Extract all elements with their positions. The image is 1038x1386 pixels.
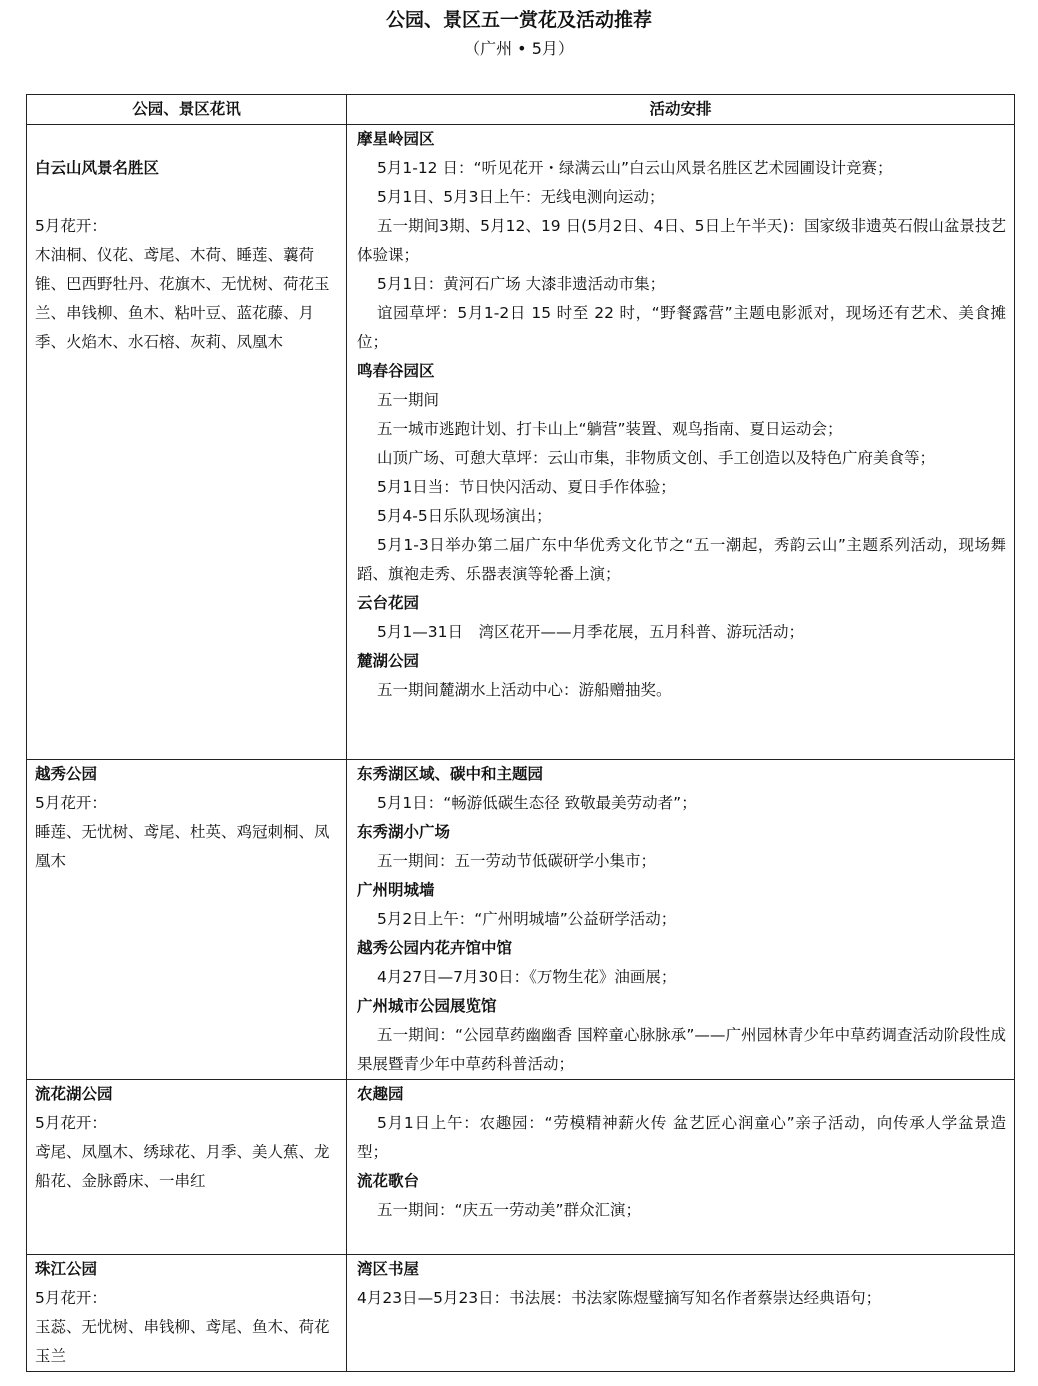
park-name: 白云山风景名胜区: [35, 159, 160, 177]
activity-item: 5月1日当：节日快闪活动、夏日手作体验；: [377, 478, 676, 496]
venue-name: 流花歌台: [357, 1172, 420, 1190]
column-header-flowers: 公园、景区花讯: [27, 95, 347, 125]
activity-table: [26, 94, 1015, 1372]
flower-cell: [27, 1255, 347, 1372]
flower-cell: [27, 760, 347, 1080]
activity-item: 4月23日—5月23日：书法展：书法家陈煜璧摘写知名作者蔡崇达经典语句；: [357, 1289, 882, 1307]
activity-item: 五一期间麓湖水上活动中心：游船赠抽奖。: [377, 681, 672, 699]
activity-item: 5月1日：“畅游低碳生态径 致敬最美劳动者”；: [377, 794, 697, 812]
flower-list: 木油桐、仪花、鸢尾、木荷、睡莲、蘘荷锥、巴西野牡丹、花旗木、无忧树、荷花玉兰、串钱柳、鱼木、粘叶豆、蓝花藤、月季、火焰木、水石榕、灰莉、凤凰木: [35, 246, 330, 351]
page-subtitle: （广州 • 5月）: [464, 39, 574, 58]
table-row: [27, 1080, 1015, 1255]
flower-cell: [27, 125, 347, 760]
activity-item: 5月4-5日乐队现场演出；: [377, 507, 552, 525]
park-name: 越秀公园: [35, 765, 98, 783]
venue-name: 东秀湖区域、碳中和主题园: [357, 765, 544, 783]
flower-cell: [27, 1080, 347, 1255]
activity-item: 5月2日上午：“广州明城墙”公益研学活动；: [377, 910, 677, 928]
venue-name: 越秀公园内花卉馆中馆: [357, 939, 513, 957]
table-header-row: [27, 95, 1015, 125]
venue-name: 湾区书屋: [357, 1260, 420, 1278]
activity-cell: [347, 1255, 1015, 1372]
flower-list: 睡莲、无忧树、鸢尾、杜英、鸡冠刺桐、凤凰木: [35, 823, 330, 870]
bloom-label: 5月花开：: [35, 794, 107, 812]
venue-name: 麓湖公园: [357, 652, 420, 670]
activity-item: 5月1-12 日：“听见花开・绿满云山”白云山风景名胜区艺术园圃设计竞赛；: [377, 159, 893, 177]
activity-item: 谊园草坪：5月1-2日 15 时至 22 时，“野餐露营”主题电影派对，现场还有艺术、美食摊位；: [357, 304, 1006, 351]
activity-item: 5月1日上午：农趣园：“劳模精神薪火传 盆艺匠心润童心”亲子活动，向传承人学盆景造型；: [357, 1114, 1006, 1161]
activity-item: 五一期间：五一劳动节低碳研学小集市；: [377, 852, 657, 870]
activity-item: 5月1-3日举办第二届广东中华优秀文化节之“五一潮起，秀韵云山”主题系列活动，现场舞蹈、旗袍走秀、乐器表演等轮番上演；: [357, 536, 1006, 583]
table-row: [27, 760, 1015, 1080]
activity-cell: [347, 760, 1015, 1080]
page-title: 公园、景区五一赏花及活动推荐: [385, 9, 652, 31]
flower-list: 鸢尾、凤凰木、绣球花、月季、美人蕉、龙船花、金脉爵床、一串红: [35, 1143, 330, 1190]
activity-item: 5月1—31日 湾区花开——月季花展，五月科普、游玩活动；: [377, 623, 804, 641]
venue-name: 鸣春谷园区: [357, 362, 435, 380]
bloom-label: 5月花开：: [35, 1289, 107, 1307]
bloom-label: 5月花开：: [35, 217, 107, 235]
venue-name: 摩星岭园区: [357, 130, 435, 148]
activity-item: 五一期间3期、5月12、19 日(5月2日、4日、5日上午半天)：国家级非遗英石假山盆景技艺体验课；: [357, 217, 1006, 264]
activity-item: 五一期间：“公园草药幽幽香 国粹童心脉脉承”——广州园林青少年中草药调查活动阶段性成果展暨青少年中草药科普活动；: [357, 1026, 1006, 1073]
venue-name: 广州城市公园展览馆: [357, 997, 497, 1015]
table-row: [27, 125, 1015, 760]
activity-item: 山顶广场、可憩大草坪：云山市集，非物质文创、手工创造以及特色广府美食等；: [377, 449, 936, 467]
bloom-label: 5月花开：: [35, 1114, 107, 1132]
activity-cell: [347, 125, 1015, 760]
table-row: [27, 1255, 1015, 1372]
activity-item: 五一期间：“庆五一劳动美”群众汇演；: [377, 1201, 642, 1219]
flower-list: 玉蕊、无忧树、串钱柳、鸢尾、鱼木、荷花玉兰: [35, 1318, 330, 1365]
activity-item: 五一期间: [377, 391, 440, 409]
column-header-activities: 活动安排: [347, 95, 1015, 125]
activity-item: 5月1日、5月3日上午：无线电测向运动；: [377, 188, 665, 206]
venue-name: 东秀湖小广场: [357, 823, 451, 841]
venue-name: 广州明城墙: [357, 881, 435, 899]
activity-cell: [347, 1080, 1015, 1255]
park-name: 珠江公园: [35, 1260, 98, 1278]
venue-name: 农趣园: [357, 1085, 404, 1103]
venue-name: 云台花园: [357, 594, 420, 612]
activity-item: 五一城市逃跑计划、打卡山上“躺营”装置、观鸟指南、夏日运动会；: [377, 420, 843, 438]
activity-item: 4月27日—7月30日：《万物生花》油画展；: [377, 968, 677, 986]
activity-item: 5月1日：黄河石广场 大漆非遗活动市集；: [377, 275, 666, 293]
park-name: 流花湖公园: [35, 1085, 113, 1103]
